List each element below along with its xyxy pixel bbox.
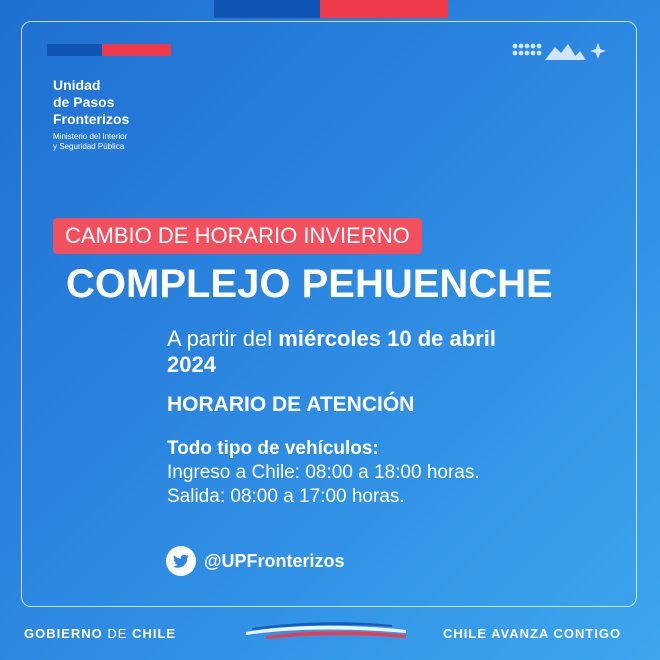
top-stripe-blue xyxy=(214,0,320,18)
flag-bar-red xyxy=(102,44,171,56)
footer-chile: CHILE xyxy=(127,626,177,641)
footer-gobierno: GOBIERNO xyxy=(24,626,108,641)
twitter-icon xyxy=(166,546,196,576)
date-emphasis: miércoles 10 de abril 2024 xyxy=(167,326,496,377)
top-stripe-red xyxy=(320,0,448,18)
flag-swoosh-icon xyxy=(242,620,410,642)
headline: COMPLEJO PEHUENCHE xyxy=(66,262,553,306)
footer-government xyxy=(24,626,176,641)
exit-hours: Salida: 08:00 a 17:00 horas. xyxy=(167,486,405,507)
date-prefix: A partir del xyxy=(167,326,279,351)
brand-mountains-icon xyxy=(512,41,608,61)
footer-slogan: CHILE AVANZA CONTIGO xyxy=(443,626,622,641)
organization-block xyxy=(53,77,129,152)
footer-de: DE xyxy=(107,626,128,641)
flag-bar-logo xyxy=(47,44,171,56)
hours-title: HORARIO DE ATENCIÓN xyxy=(167,393,415,416)
social-link[interactable] xyxy=(166,546,345,576)
org-subtitle: Ministerio del Interior y Seguridad Pública xyxy=(53,132,128,151)
winter-schedule-badge: CAMBIO DE HORARIO INVIERNO xyxy=(53,218,422,254)
entry-hours: Ingreso a Chile: 08:00 a 18:00 horas. xyxy=(167,462,480,483)
twitter-handle[interactable]: @UPFronterizos xyxy=(204,550,345,571)
vehicle-schedule xyxy=(167,437,480,509)
flag-bar-blue xyxy=(47,44,102,56)
org-name: Unidad de Pasos Fronterizos xyxy=(53,77,130,127)
vehicle-schedule-title: Todo tipo de vehículos: xyxy=(167,438,379,459)
effective-date xyxy=(167,326,527,378)
